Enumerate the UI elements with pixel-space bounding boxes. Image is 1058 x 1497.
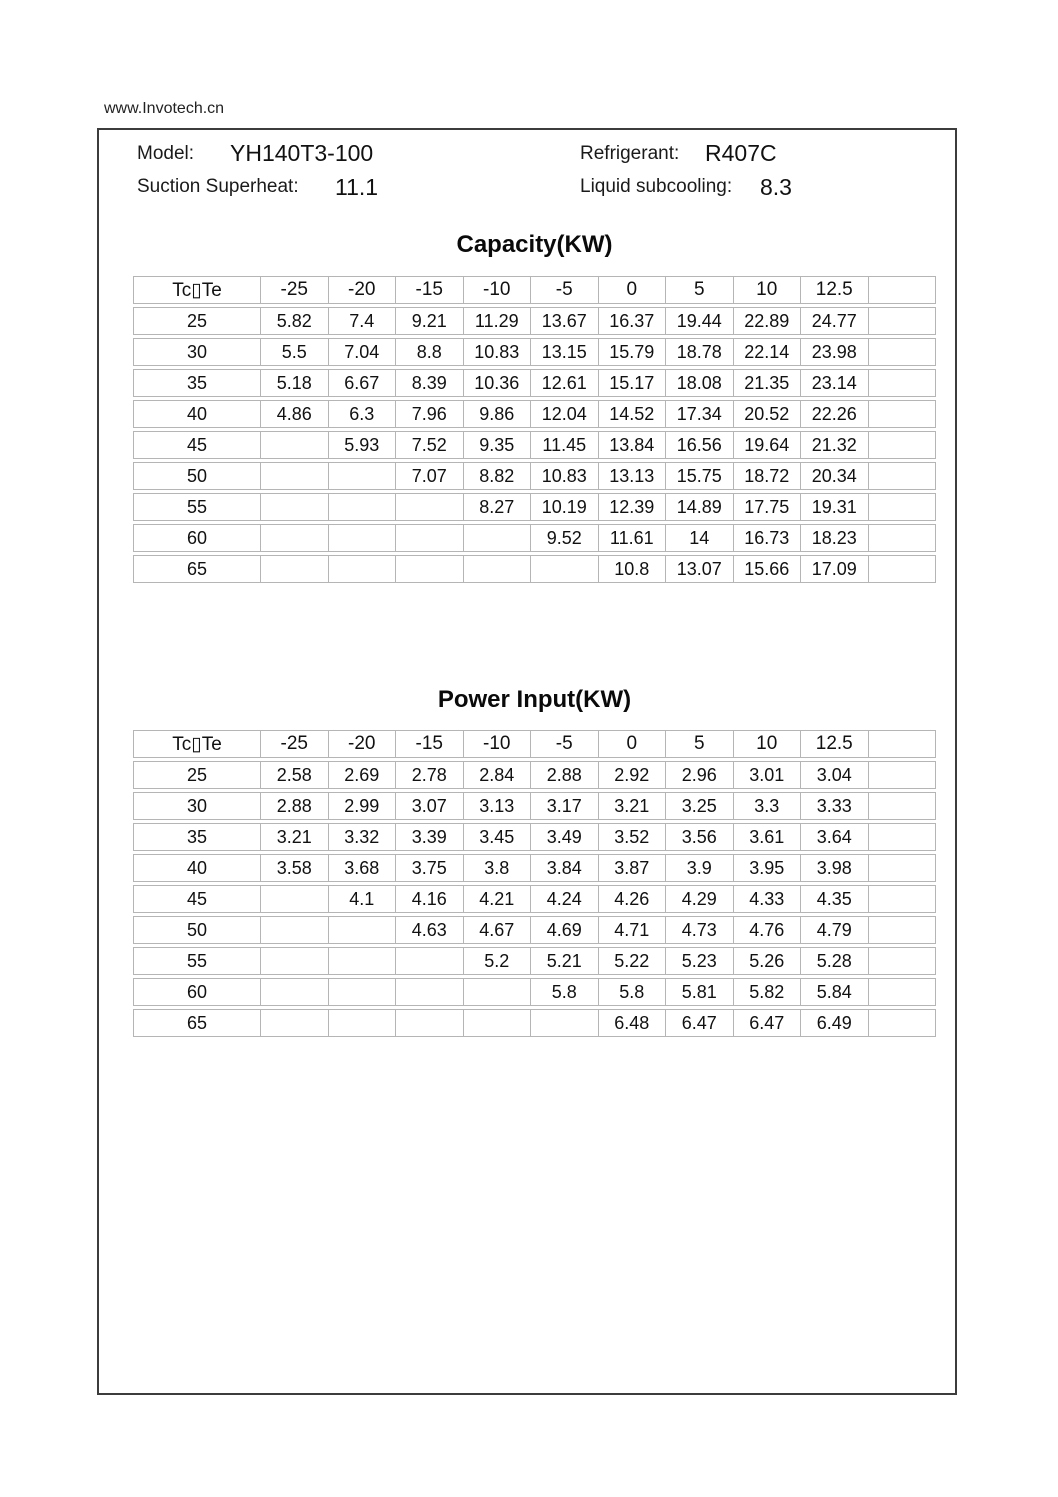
column-header-cell: 10 xyxy=(734,276,802,304)
value-cell: 13.84 xyxy=(599,431,667,459)
value-cell: 2.92 xyxy=(599,761,667,789)
value-cell xyxy=(869,400,937,428)
value-cell: 5.8 xyxy=(599,978,667,1006)
value-cell: 4.33 xyxy=(734,885,802,913)
value-cell xyxy=(261,462,329,490)
value-cell: 14.52 xyxy=(599,400,667,428)
capacity-table-title: Capacity(KW) xyxy=(456,231,613,258)
value-cell xyxy=(329,493,397,521)
value-cell xyxy=(329,555,397,583)
value-cell: 5.23 xyxy=(666,947,734,975)
value-cell: 3.9 xyxy=(666,854,734,882)
power-input-table xyxy=(133,727,936,1040)
row-header-cell: 45 xyxy=(133,431,261,459)
value-cell: 4.86 xyxy=(261,400,329,428)
value-cell: 4.26 xyxy=(599,885,667,913)
value-cell xyxy=(869,978,937,1006)
table-row xyxy=(133,493,936,521)
value-cell xyxy=(869,493,937,521)
table-row xyxy=(133,400,936,428)
value-cell: 2.99 xyxy=(329,792,397,820)
value-cell: 14 xyxy=(666,524,734,552)
value-cell xyxy=(396,1009,464,1037)
value-cell: 5.18 xyxy=(261,369,329,397)
table-row xyxy=(133,462,936,490)
value-cell: 7.96 xyxy=(396,400,464,428)
data-grid xyxy=(133,727,936,1040)
value-cell: 4.76 xyxy=(734,916,802,944)
table-row xyxy=(133,761,936,789)
value-cell xyxy=(261,431,329,459)
value-cell: 3.13 xyxy=(464,792,532,820)
value-cell: 10.83 xyxy=(464,338,532,366)
value-cell: 3.07 xyxy=(396,792,464,820)
value-cell xyxy=(329,947,397,975)
value-cell: 3.84 xyxy=(531,854,599,882)
value-cell: 8.8 xyxy=(396,338,464,366)
row-header-cell: 55 xyxy=(133,947,261,975)
header-row xyxy=(133,730,936,758)
column-header-cell: -15 xyxy=(396,730,464,758)
value-cell xyxy=(396,493,464,521)
value-cell xyxy=(464,978,532,1006)
table-row xyxy=(133,823,936,851)
value-cell: 7.07 xyxy=(396,462,464,490)
value-cell: 6.3 xyxy=(329,400,397,428)
value-cell: 5.26 xyxy=(734,947,802,975)
value-cell xyxy=(396,947,464,975)
table-row xyxy=(133,524,936,552)
value-cell: 3.49 xyxy=(531,823,599,851)
value-cell xyxy=(869,792,937,820)
table-row xyxy=(133,555,936,583)
value-cell: 2.58 xyxy=(261,761,329,789)
table-row xyxy=(133,369,936,397)
value-cell: 19.31 xyxy=(801,493,869,521)
value-cell xyxy=(531,1009,599,1037)
row-header-cell: 25 xyxy=(133,761,261,789)
value-cell xyxy=(261,555,329,583)
value-cell: 4.21 xyxy=(464,885,532,913)
value-cell: 5.8 xyxy=(531,978,599,1006)
value-cell: 3.45 xyxy=(464,823,532,851)
suction-superheat-value: 11.1 xyxy=(335,174,379,200)
value-cell: 23.14 xyxy=(801,369,869,397)
model-value: YH140T3-100 xyxy=(230,140,374,166)
table-row xyxy=(133,307,936,335)
value-cell: 9.35 xyxy=(464,431,532,459)
value-cell xyxy=(464,555,532,583)
value-cell: 9.21 xyxy=(396,307,464,335)
data-grid xyxy=(133,273,936,586)
column-header-cell: 5 xyxy=(666,276,734,304)
value-cell: 5.21 xyxy=(531,947,599,975)
value-cell xyxy=(464,524,532,552)
value-cell: 5.93 xyxy=(329,431,397,459)
value-cell: 17.09 xyxy=(801,555,869,583)
value-cell xyxy=(396,978,464,1006)
page-border-frame xyxy=(97,128,957,1395)
value-cell xyxy=(869,1009,937,1037)
value-cell: 13.13 xyxy=(599,462,667,490)
column-header-cell: 5 xyxy=(666,730,734,758)
value-cell: 4.24 xyxy=(531,885,599,913)
value-cell: 2.96 xyxy=(666,761,734,789)
value-cell: 12.39 xyxy=(599,493,667,521)
row-header-cell: 40 xyxy=(133,400,261,428)
value-cell: 10.8 xyxy=(599,555,667,583)
corner-header-cell: Tc▯Te xyxy=(133,730,261,758)
row-header-cell: 60 xyxy=(133,524,261,552)
value-cell: 4.29 xyxy=(666,885,734,913)
table-row xyxy=(133,792,936,820)
value-cell: 2.78 xyxy=(396,761,464,789)
value-cell xyxy=(396,555,464,583)
value-cell: 16.37 xyxy=(599,307,667,335)
column-header-cell: 10 xyxy=(734,730,802,758)
value-cell: 3.01 xyxy=(734,761,802,789)
value-cell: 7.04 xyxy=(329,338,397,366)
value-cell: 2.88 xyxy=(531,761,599,789)
value-cell xyxy=(261,524,329,552)
value-cell: 3.58 xyxy=(261,854,329,882)
value-cell: 10.83 xyxy=(531,462,599,490)
value-cell: 8.39 xyxy=(396,369,464,397)
corner-header-cell: Tc▯Te xyxy=(133,276,261,304)
value-cell: 5.82 xyxy=(261,307,329,335)
value-cell: 4.63 xyxy=(396,916,464,944)
table-row xyxy=(133,947,936,975)
value-cell: 5.5 xyxy=(261,338,329,366)
value-cell: 11.45 xyxy=(531,431,599,459)
value-cell xyxy=(531,555,599,583)
value-cell: 3.98 xyxy=(801,854,869,882)
value-cell: 20.52 xyxy=(734,400,802,428)
value-cell: 16.73 xyxy=(734,524,802,552)
value-cell: 2.88 xyxy=(261,792,329,820)
column-header-cell: -10 xyxy=(464,730,532,758)
value-cell: 5.84 xyxy=(801,978,869,1006)
value-cell xyxy=(869,916,937,944)
row-header-cell: 30 xyxy=(133,338,261,366)
column-header-cell: -5 xyxy=(531,276,599,304)
model-label: Model: xyxy=(137,143,195,164)
value-cell: 3.33 xyxy=(801,792,869,820)
value-cell: 3.56 xyxy=(666,823,734,851)
value-cell: 3.68 xyxy=(329,854,397,882)
value-cell: 20.34 xyxy=(801,462,869,490)
value-cell: 5.81 xyxy=(666,978,734,1006)
value-cell: 3.17 xyxy=(531,792,599,820)
value-cell: 21.35 xyxy=(734,369,802,397)
value-cell: 3.21 xyxy=(261,823,329,851)
table-row xyxy=(133,431,936,459)
value-cell xyxy=(869,854,937,882)
table-row xyxy=(133,885,936,913)
value-cell: 21.32 xyxy=(801,431,869,459)
column-header-cell: 0 xyxy=(599,730,667,758)
value-cell: 24.77 xyxy=(801,307,869,335)
capacity-table xyxy=(133,273,936,586)
value-cell: 3.3 xyxy=(734,792,802,820)
table-row xyxy=(133,1009,936,1037)
value-cell: 3.87 xyxy=(599,854,667,882)
value-cell: 6.49 xyxy=(801,1009,869,1037)
value-cell: 13.67 xyxy=(531,307,599,335)
value-cell xyxy=(329,978,397,1006)
value-cell xyxy=(329,462,397,490)
column-header-cell xyxy=(869,730,937,758)
value-cell xyxy=(261,916,329,944)
row-header-cell: 55 xyxy=(133,493,261,521)
column-header-cell: 0 xyxy=(599,276,667,304)
row-header-cell: 30 xyxy=(133,792,261,820)
table-row xyxy=(133,338,936,366)
value-cell: 9.86 xyxy=(464,400,532,428)
row-header-cell: 50 xyxy=(133,462,261,490)
value-cell: 11.61 xyxy=(599,524,667,552)
value-cell: 3.75 xyxy=(396,854,464,882)
value-cell: 15.79 xyxy=(599,338,667,366)
value-cell: 15.17 xyxy=(599,369,667,397)
value-cell: 3.25 xyxy=(666,792,734,820)
row-header-cell: 60 xyxy=(133,978,261,1006)
suction-superheat-label: Suction Superheat: xyxy=(137,176,299,197)
value-cell: 4.67 xyxy=(464,916,532,944)
value-cell: 22.14 xyxy=(734,338,802,366)
value-cell: 5.28 xyxy=(801,947,869,975)
value-cell: 6.47 xyxy=(666,1009,734,1037)
value-cell: 3.61 xyxy=(734,823,802,851)
value-cell: 3.8 xyxy=(464,854,532,882)
row-header-cell: 65 xyxy=(133,555,261,583)
value-cell xyxy=(869,761,937,789)
column-header-cell: -5 xyxy=(531,730,599,758)
value-cell: 17.75 xyxy=(734,493,802,521)
column-header-cell: -25 xyxy=(261,276,329,304)
value-cell: 5.22 xyxy=(599,947,667,975)
value-cell: 15.75 xyxy=(666,462,734,490)
refrigerant-value: R407C xyxy=(705,140,777,166)
value-cell: 18.08 xyxy=(666,369,734,397)
value-cell xyxy=(329,524,397,552)
value-cell xyxy=(261,978,329,1006)
row-header-cell: 45 xyxy=(133,885,261,913)
value-cell: 4.1 xyxy=(329,885,397,913)
value-cell xyxy=(396,524,464,552)
value-cell: 18.72 xyxy=(734,462,802,490)
row-header-cell: 50 xyxy=(133,916,261,944)
site-url-text: www.Invotech.cn xyxy=(104,100,225,117)
value-cell: 4.35 xyxy=(801,885,869,913)
value-cell: 6.47 xyxy=(734,1009,802,1037)
row-header-cell: 40 xyxy=(133,854,261,882)
row-header-cell: 35 xyxy=(133,369,261,397)
value-cell: 4.79 xyxy=(801,916,869,944)
value-cell: 6.48 xyxy=(599,1009,667,1037)
value-cell xyxy=(869,462,937,490)
value-cell xyxy=(869,555,937,583)
value-cell xyxy=(869,885,937,913)
liquid-subcooling-label: Liquid subcooling: xyxy=(580,176,733,197)
value-cell xyxy=(261,885,329,913)
value-cell: 8.82 xyxy=(464,462,532,490)
value-cell: 3.04 xyxy=(801,761,869,789)
value-cell: 14.89 xyxy=(666,493,734,521)
value-cell: 10.36 xyxy=(464,369,532,397)
value-cell: 22.26 xyxy=(801,400,869,428)
value-cell: 15.66 xyxy=(734,555,802,583)
value-cell: 3.39 xyxy=(396,823,464,851)
value-cell: 23.98 xyxy=(801,338,869,366)
table-row xyxy=(133,854,936,882)
value-cell xyxy=(869,369,937,397)
refrigerant-label: Refrigerant: xyxy=(580,143,680,164)
value-cell: 12.61 xyxy=(531,369,599,397)
value-cell xyxy=(869,823,937,851)
value-cell: 19.64 xyxy=(734,431,802,459)
value-cell: 6.67 xyxy=(329,369,397,397)
value-cell: 2.84 xyxy=(464,761,532,789)
value-cell: 2.69 xyxy=(329,761,397,789)
value-cell: 3.21 xyxy=(599,792,667,820)
column-header-cell: -20 xyxy=(329,276,397,304)
value-cell xyxy=(464,1009,532,1037)
table-row xyxy=(133,916,936,944)
power-input-table-title: Power Input(KW) xyxy=(437,686,632,713)
value-cell: 3.64 xyxy=(801,823,869,851)
column-header-cell: -25 xyxy=(261,730,329,758)
value-cell: 18.23 xyxy=(801,524,869,552)
value-cell: 8.27 xyxy=(464,493,532,521)
value-cell: 4.73 xyxy=(666,916,734,944)
header-row xyxy=(133,276,936,304)
value-cell xyxy=(261,1009,329,1037)
value-cell xyxy=(869,307,937,335)
value-cell: 16.56 xyxy=(666,431,734,459)
liquid-subcooling-value: 8.3 xyxy=(760,174,792,200)
value-cell: 13.07 xyxy=(666,555,734,583)
row-header-cell: 25 xyxy=(133,307,261,335)
row-header-cell: 35 xyxy=(133,823,261,851)
column-header-cell: -10 xyxy=(464,276,532,304)
value-cell xyxy=(329,916,397,944)
column-header-cell: 12.5 xyxy=(801,730,869,758)
column-header-cell xyxy=(869,276,937,304)
value-cell: 4.71 xyxy=(599,916,667,944)
column-header-cell: -15 xyxy=(396,276,464,304)
value-cell xyxy=(329,1009,397,1037)
value-cell: 4.69 xyxy=(531,916,599,944)
value-cell: 9.52 xyxy=(531,524,599,552)
value-cell: 22.89 xyxy=(734,307,802,335)
value-cell: 3.95 xyxy=(734,854,802,882)
table-row xyxy=(133,978,936,1006)
value-cell: 7.52 xyxy=(396,431,464,459)
value-cell: 3.52 xyxy=(599,823,667,851)
value-cell: 10.19 xyxy=(531,493,599,521)
value-cell: 18.78 xyxy=(666,338,734,366)
value-cell xyxy=(869,338,937,366)
value-cell: 19.44 xyxy=(666,307,734,335)
value-cell: 5.82 xyxy=(734,978,802,1006)
value-cell xyxy=(869,431,937,459)
value-cell xyxy=(869,524,937,552)
value-cell xyxy=(261,493,329,521)
value-cell: 11.29 xyxy=(464,307,532,335)
column-header-cell: -20 xyxy=(329,730,397,758)
value-cell: 17.34 xyxy=(666,400,734,428)
value-cell: 13.15 xyxy=(531,338,599,366)
value-cell: 5.2 xyxy=(464,947,532,975)
value-cell: 4.16 xyxy=(396,885,464,913)
column-header-cell: 12.5 xyxy=(801,276,869,304)
value-cell: 12.04 xyxy=(531,400,599,428)
value-cell: 7.4 xyxy=(329,307,397,335)
row-header-cell: 65 xyxy=(133,1009,261,1037)
value-cell xyxy=(261,947,329,975)
value-cell: 3.32 xyxy=(329,823,397,851)
value-cell xyxy=(869,947,937,975)
